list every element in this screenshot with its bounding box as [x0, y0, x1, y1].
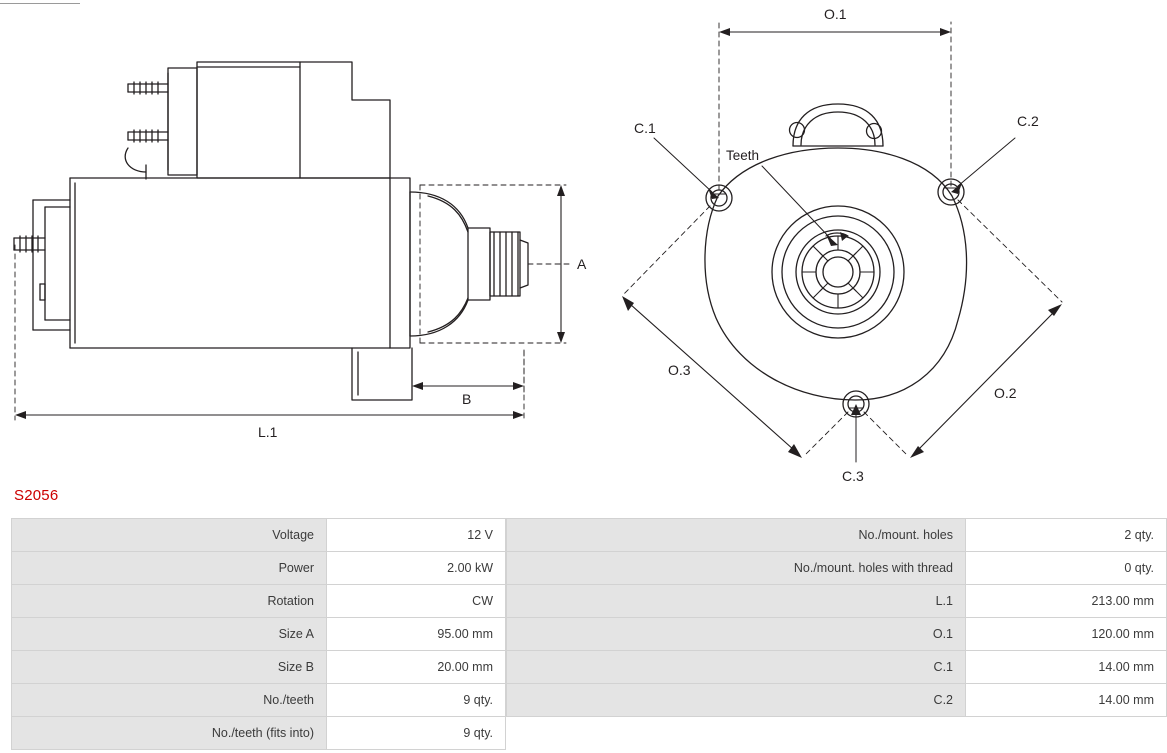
spec-value-empty: [966, 717, 1167, 750]
label-c1: C.1: [634, 120, 656, 136]
spec-value: 95.00 mm: [327, 618, 506, 651]
dimension-a: [420, 185, 566, 343]
spec-label: Rotation: [12, 585, 327, 618]
table-row: [12, 552, 506, 585]
spec-value: CW: [327, 585, 506, 618]
label-size-a: A: [577, 256, 587, 272]
spec-label: No./mount. holes with thread: [507, 552, 966, 585]
spec-value: 0 qty.: [966, 552, 1167, 585]
dimension-o2: [864, 200, 1062, 458]
spec-label: No./teeth: [12, 684, 327, 717]
table-row: [507, 684, 1167, 717]
spec-label: Power: [12, 552, 327, 585]
table-row: [12, 618, 506, 651]
spec-label: O.1: [507, 618, 966, 651]
spec-label-empty: [507, 717, 966, 750]
table-row: [507, 585, 1167, 618]
spec-value: 120.00 mm: [966, 618, 1167, 651]
spec-label: C.1: [507, 651, 966, 684]
dimension-o3: [622, 206, 848, 458]
spec-label: No./teeth (fits into): [12, 717, 327, 750]
table-row: [12, 519, 506, 552]
spec-value: 2 qty.: [966, 519, 1167, 552]
label-c3: C.3: [842, 468, 864, 484]
spec-label: Size B: [12, 651, 327, 684]
label-o2: O.2: [994, 385, 1017, 401]
spec-table-left: [11, 518, 506, 750]
side-view-starter: [14, 62, 570, 400]
specification-tables: [11, 518, 1154, 750]
spec-label: Size A: [12, 618, 327, 651]
part-code: S2056: [14, 487, 59, 504]
spec-label: Voltage: [12, 519, 327, 552]
label-o1: O.1: [824, 6, 847, 22]
label-teeth: Teeth: [726, 148, 760, 163]
spec-value: 213.00 mm: [966, 585, 1167, 618]
table-row: [12, 684, 506, 717]
spec-value: 14.00 mm: [966, 684, 1167, 717]
table-row: [507, 651, 1167, 684]
spec-value: 2.00 kW: [327, 552, 506, 585]
label-o3: O.3: [668, 362, 691, 378]
spec-label: L.1: [507, 585, 966, 618]
table-row: [507, 552, 1167, 585]
spec-table-right: [506, 518, 1167, 750]
table-row: [507, 618, 1167, 651]
spec-value: 9 qty.: [327, 684, 506, 717]
table-row-empty: [507, 717, 1167, 750]
spec-label: C.2: [507, 684, 966, 717]
table-row: [12, 651, 506, 684]
spec-value: 20.00 mm: [327, 651, 506, 684]
label-l1: L.1: [258, 424, 278, 440]
table-row: [12, 717, 506, 750]
spec-label: No./mount. holes: [507, 519, 966, 552]
label-c2: C.2: [1017, 113, 1039, 129]
spec-value: 14.00 mm: [966, 651, 1167, 684]
dimension-l1: [15, 245, 524, 420]
table-row: [507, 519, 1167, 552]
spec-value: 12 V: [327, 519, 506, 552]
table-row: [12, 585, 506, 618]
spec-value: 9 qty.: [327, 717, 506, 750]
dimension-b: [412, 350, 524, 392]
label-size-b: B: [462, 391, 472, 407]
